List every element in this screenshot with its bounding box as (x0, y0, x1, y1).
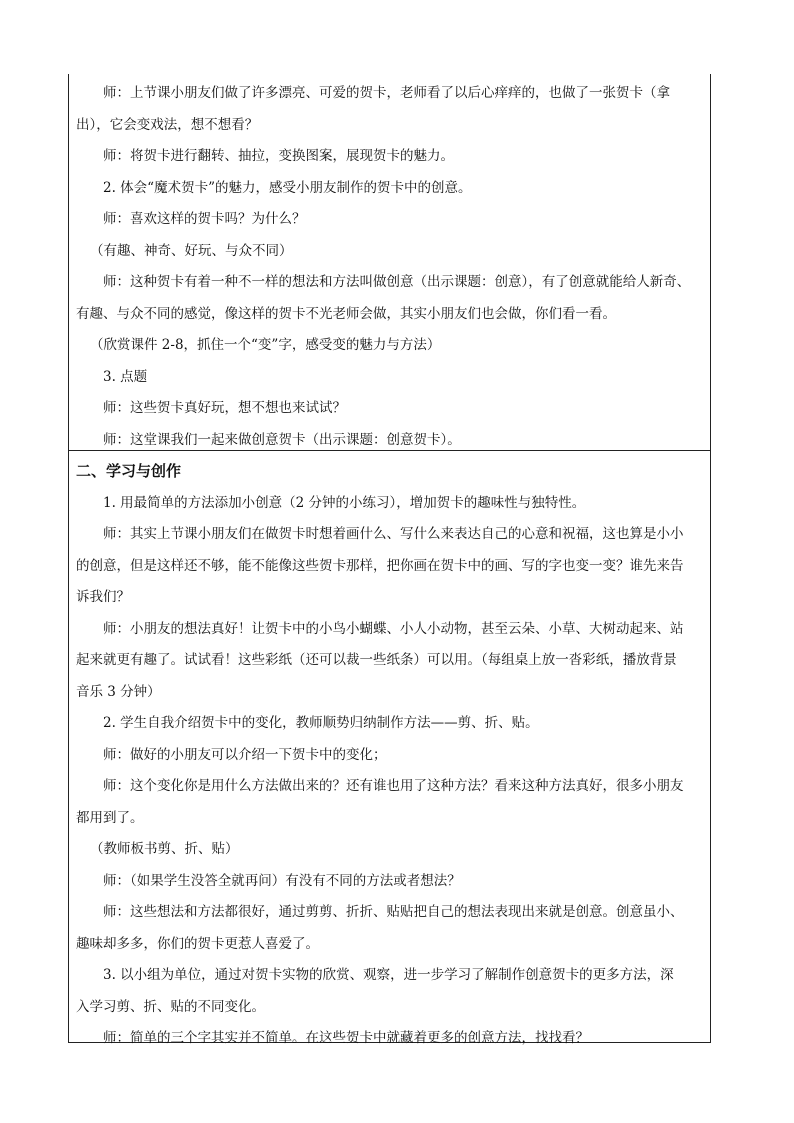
text-line: 3. 以小组为单位，通过对贺卡实物的欣赏、观察，进一步学习了解制作创意贺卡的更多方法，深 (103, 967, 674, 983)
text-line: 诉我们？ (76, 589, 130, 605)
text-line: 师：简单的三个字其实并不简单。在这些贺卡中就藏着更多的创意方法，找找看？ (103, 1030, 589, 1046)
text-line: 起来就更有趣了。试试看！这些彩纸（还可以裁一些纸条）可以用。（每组桌上放一沓彩纸，播放背景 (76, 652, 677, 668)
text-line: 趣味却多多，你们的贺卡更惹人喜爱了。 (76, 935, 319, 952)
text-line: 师：这些想法和方法都很好，通过剪剪、折折、贴贴把自己的想法表现出来就是创意。创意虽小、 (103, 904, 684, 920)
text-line: 师：这个变化你是用什么方法做出来的？还有谁也用了这种方法？看来这种方法真好，很多小朋友 (103, 778, 684, 794)
text-line: 师：小朋友的想法真好！让贺卡中的小鸟小蝴蝶、小人小动物，甚至云朵、小草、大树动起来、站 (103, 620, 684, 637)
text-line: 师：（如果学生没答全就再问）有没有不同的方法或者想法？ (103, 872, 461, 889)
text-line: 师：这种贺卡有着一种不一样的想法和方法叫做创意（出示课题：创意），有了创意就能给人新奇、 (103, 274, 691, 290)
lesson-plan-text (76, 78, 708, 1055)
text-line: 有趣、与众不同的感觉，像这样的贺卡不光老师会做，其实小朋友们也会做，你们看一看。 (76, 305, 616, 322)
text-line: （欣赏课件 2-8，抓住一个“变”字，感受变的魅力与方法） (90, 337, 441, 353)
text-line: 出），它会变戏法，想不想看？ (76, 116, 259, 133)
text-line: 2. 学生自我介绍贺卡中的变化，教师顺势归纳制作方法——剪、折、贴。 (103, 715, 539, 731)
text-line: 1. 用最简单的方法添加小创意（2 分钟的小练习），增加贺卡的趣味性与独特性。 (103, 494, 586, 511)
text-line: （有趣、神奇、好玩、与众不同） (90, 242, 293, 259)
text-line: 师：这些贺卡真好玩，想不想也来试试？ (103, 400, 346, 416)
text-line: 2. 体会“魔术贺卡”的魅力，感受小朋友制作的贺卡中的创意。 (103, 179, 472, 196)
text-line: 师：将贺卡进行翻转、抽拉，变换图案，展现贺卡的魅力。 (103, 148, 454, 164)
text-line: 师：其实上节课小朋友们在做贺卡时想着画什么、写什么来表达自己的心意和祝福，这也算是小小 (103, 526, 684, 542)
text-line: （教师板书剪、折、贴） (90, 841, 239, 857)
text-line: 师：上节课小朋友们做了许多漂亮、可爱的贺卡，老师看了以后心痒痒的，也做了一张贺卡（拿 (103, 85, 670, 101)
text-line: 都用到了。 (76, 809, 144, 826)
text-line: 师：做好的小朋友可以介绍一下贺卡中的变化； (103, 746, 387, 763)
text-line: 师：这堂课我们一起来做创意贺卡（出示课题：创意贺卡）。 (103, 431, 461, 448)
text-line: 音乐 3 分钟） (76, 683, 161, 700)
text-line: 的创意，但是这样还不够，能不能像这些贺卡那样，把你画在贺卡中的画、写的字也变一变？谁先来告 (76, 557, 684, 574)
text-line: 师：喜欢这样的贺卡吗？为什么？ (103, 211, 306, 227)
section-heading: 二、学习与创作 (76, 462, 182, 480)
text-line: 入学习剪、折、贴的不同变化。 (76, 998, 265, 1015)
text-line: 3. 点题 (103, 368, 148, 385)
